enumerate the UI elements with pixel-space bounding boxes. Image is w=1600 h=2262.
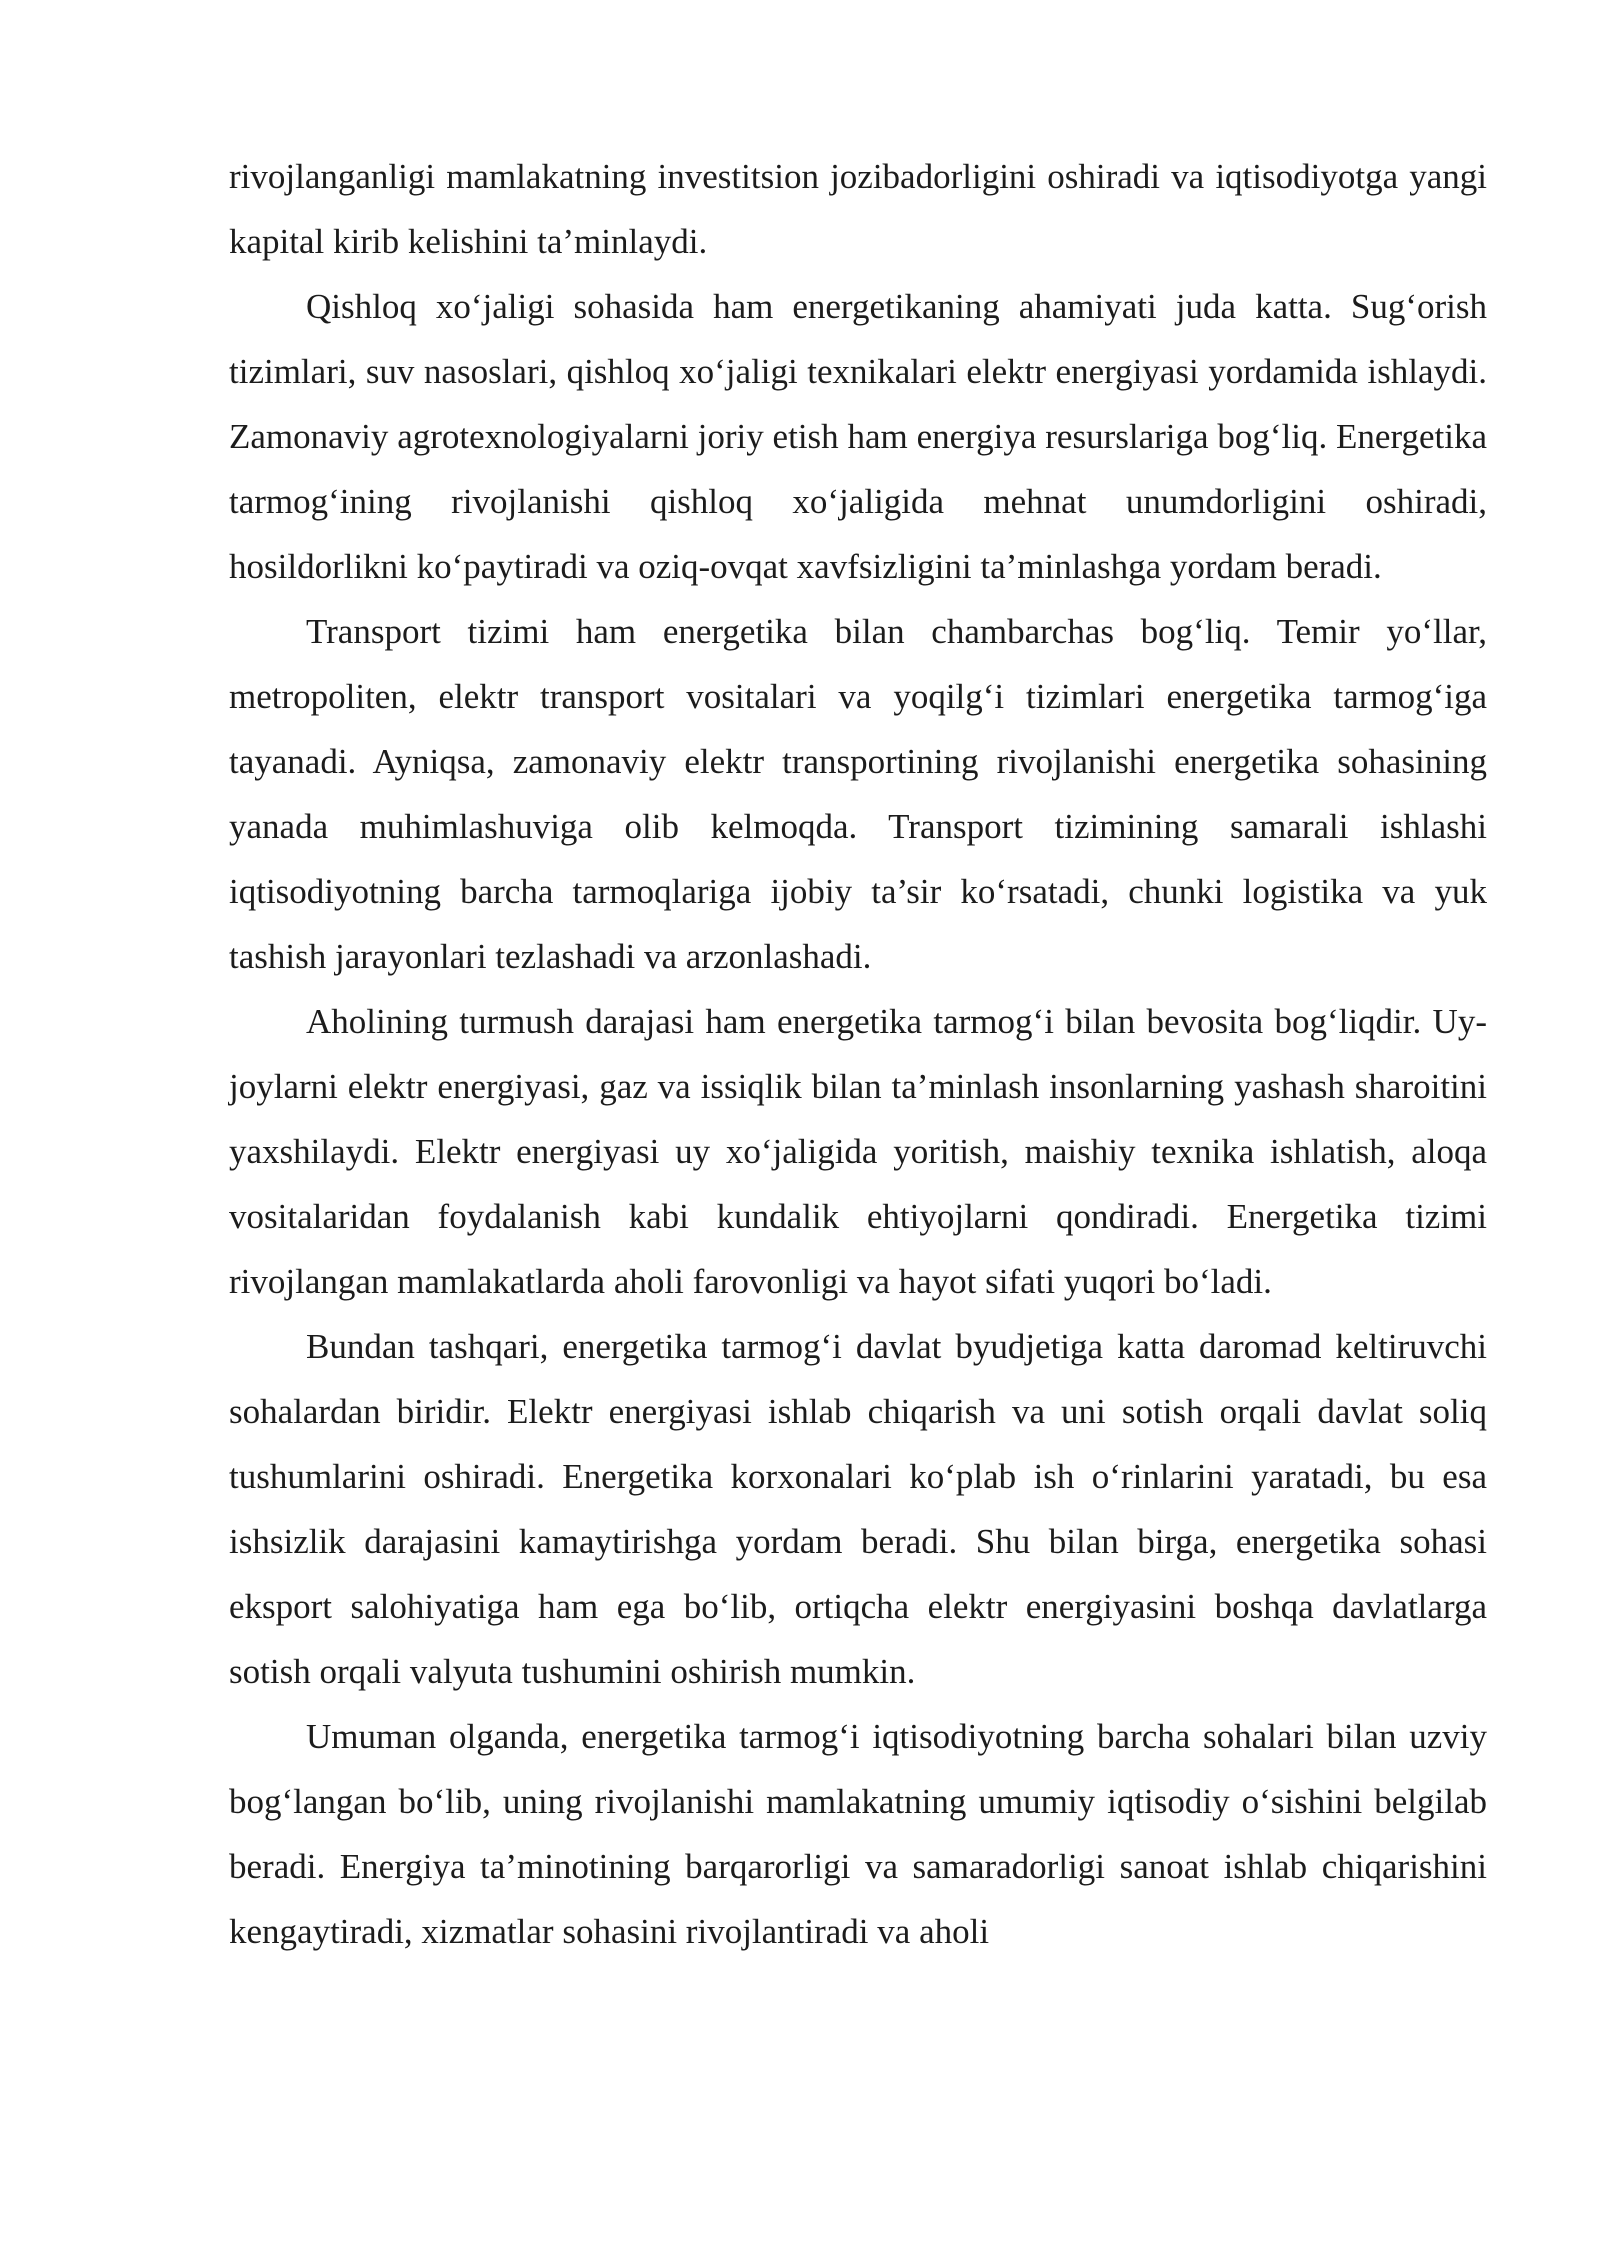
body-text bbox=[229, 144, 1487, 1964]
paragraph-agriculture: Qishloq xo‘jaligi sohasida ham energetikaning ahamiyati juda katta. Sug‘orish tizimlari, suv nasoslari, qishloq xo‘jaligi texnikalari elektr energiyasi yordamida ishlaydi. Zamonaviy agrotexnologiyalarni joriy etish ham energiya resurslariga bog‘liq. Energetika tarmog‘ining rivojlanishi qishloq xo‘jaligida mehnat unumdorligini oshiradi, hosildorlikni ko‘paytiradi va oziq-ovqat xavfsizligini ta’minlashga yordam beradi. bbox=[229, 287, 1487, 586]
paragraph-living-standards: Aholining turmush darajasi ham energetika tarmog‘i bilan bevosita bog‘liqdir. Uy-joylarni elektr energiyasi, gaz va issiqlik bilan ta’minlash insonlarning yashash sharoitini yaxshilaydi. Elektr energiyasi uy xo‘jaligida yoritish, maishiy texnika ishlatish, aloqa vositalaridan foydalanish kabi kundalik ehtiyojlarni qondiradi. Energetika tizimi rivojlangan mamlakatlarda aholi farovonligi va hayot sifati yuqori bo‘ladi. bbox=[229, 1002, 1487, 1301]
paragraph-investment-continuation: rivojlanganligi mamlakatning investitsion jozibadorligini oshiradi va iqtisodiyotga yangi kapital kirib kelishini ta’minlaydi. bbox=[229, 157, 1487, 261]
paragraph-conclusion: Umuman olganda, energetika tarmog‘i iqtisodiyotning barcha sohalari bilan uzviy bog‘langan bo‘lib, uning rivojlanishi mamlakatning umumiy iqtisodiy o‘sishini belgilab beradi. Energiya ta’minotining barqarorligi va samaradorligi sanoat ishlab chiqarishini kengaytiradi, xizmatlar sohasini rivojlantiradi va aholi bbox=[229, 1717, 1487, 1951]
paragraph-state-budget: Bundan tashqari, energetika tarmog‘i davlat byudjetiga katta daromad keltiruvchi sohalardan biridir. Elektr energiyasi ishlab chiqarish va uni sotish orqali davlat soliq tushumlarini oshiradi. Energetika korxonalari ko‘plab ish o‘rinlarini yaratadi, bu esa ishsizlik darajasini kamaytirishga yordam beradi. Shu bilan birga, energetika sohasi eksport salohiyatiga ham ega bo‘lib, ortiqcha elektr energiyasini boshqa davlatlarga sotish orqali valyuta tushumini oshirish mumkin. bbox=[229, 1327, 1487, 1691]
paragraph-transport: Transport tizimi ham energetika bilan chambarchas bog‘liq. Temir yo‘llar, metropoliten, elektr transport vositalari va yoqilg‘i tizimlari energetika tarmog‘iga tayanadi. Ayniqsa, zamonaviy elektr transportining rivojlanishi energetika sohasining yanada muhimlashuviga olib kelmoqda. Transport tizimining samarali ishlashi iqtisodiyotning barcha tarmoqlariga ijobiy ta’sir ko‘rsatadi, chunki logistika va yuk tashish jarayonlari tezlashadi va arzonlashadi. bbox=[229, 612, 1487, 976]
